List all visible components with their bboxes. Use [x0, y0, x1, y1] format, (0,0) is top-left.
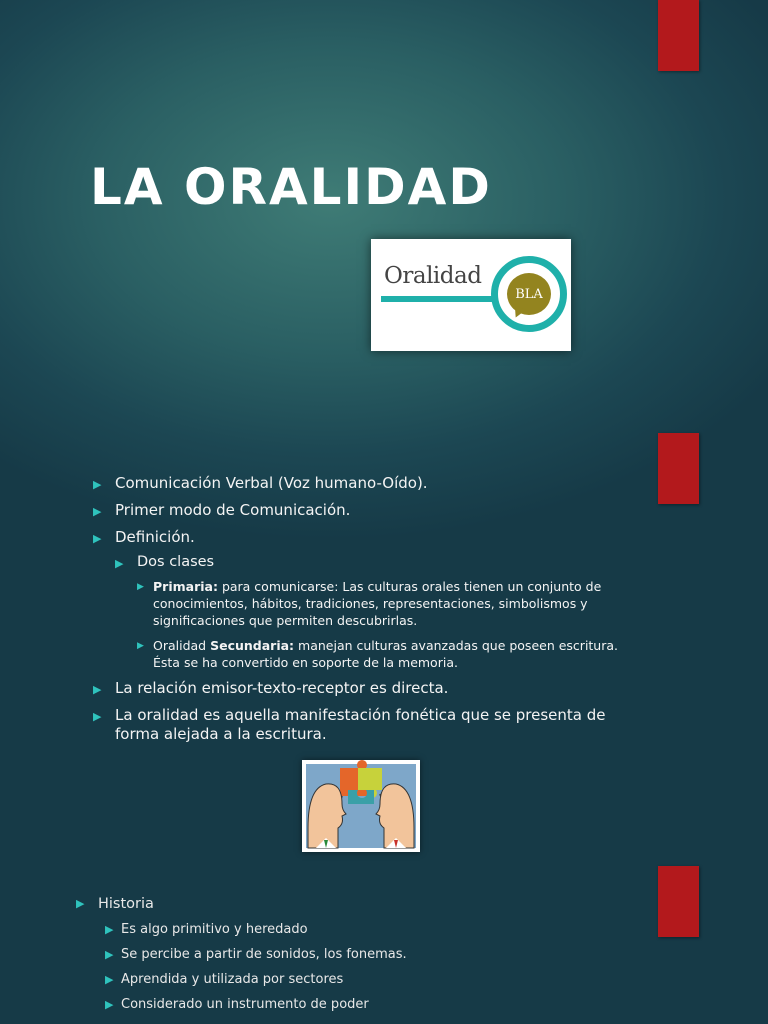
triangle-bullet-icon: ▶ — [93, 683, 102, 696]
sublist — [76, 921, 636, 1013]
list-item-text: La relación emisor-texto-receptor es directa. — [115, 679, 449, 697]
list-item-text: Primer modo de Comunicación. — [115, 501, 351, 519]
list-item — [93, 679, 638, 698]
accent-tab — [658, 433, 699, 504]
list-item-bold: Primaria: — [153, 579, 218, 594]
list-item — [105, 921, 636, 938]
page-title: LA ORALIDAD — [90, 158, 492, 216]
logo-word: Oralidad — [384, 263, 482, 289]
list-item-bold: Secundaria: — [210, 638, 295, 653]
list-item-text: Considerado un instrumento de poder — [121, 997, 369, 1012]
list-item — [105, 996, 636, 1013]
list-item — [105, 971, 636, 988]
definition-list — [93, 474, 638, 752]
list-item-text: La oralidad es aquella manifestación fonética que se presenta de forma alejada a la escritura. — [115, 706, 606, 743]
list-item-text: Dos clases — [137, 554, 215, 570]
list-item-text: para comunicarse: Las culturas orales tienen un conjunto de conocimientos, hábitos, tradiciones, representaciones, simbolismos y significaciones que permiten descubrirlas. — [153, 579, 602, 628]
slide-title — [0, 0, 768, 420]
list-item-primaria — [137, 578, 638, 629]
two-faces-puzzle-icon — [302, 760, 420, 852]
triangle-bullet-icon: ▶ — [105, 948, 114, 961]
triangle-bullet-icon: ▶ — [105, 973, 114, 986]
triangle-bullet-icon: ▶ — [137, 582, 144, 592]
triangle-bullet-icon: ▶ — [115, 557, 124, 570]
triangle-bullet-icon: ▶ — [93, 710, 102, 723]
list-item — [93, 706, 638, 744]
sublist — [115, 578, 638, 671]
triangle-bullet-icon: ▶ — [93, 478, 102, 491]
list-item-prefix: Oralidad — [153, 638, 211, 653]
logo-line — [381, 296, 501, 302]
conversation-illustration — [302, 760, 420, 852]
list-item — [115, 553, 638, 671]
triangle-bullet-icon: ▶ — [137, 641, 144, 651]
accent-tab — [658, 866, 699, 937]
triangle-bullet-icon: ▶ — [105, 998, 114, 1011]
list-item-text: Aprendida y utilizada por sectores — [121, 972, 344, 987]
triangle-bullet-icon: ▶ — [93, 505, 102, 518]
logo-magnifier-circle — [491, 256, 567, 332]
list-item-text: Comunicación Verbal (Voz humano-Oído). — [115, 474, 428, 492]
triangle-bullet-icon: ▶ — [105, 923, 114, 936]
list-item-text: Se percibe a partir de sonidos, los fonemas. — [121, 947, 407, 962]
list-item-text: Definición. — [115, 528, 195, 546]
triangle-bullet-icon: ▶ — [76, 897, 85, 910]
list-item — [93, 474, 638, 493]
historia-list — [76, 895, 636, 1021]
list-item — [93, 501, 638, 520]
list-item — [105, 946, 636, 963]
list-item-text: Es algo primitivo y heredado — [121, 922, 308, 937]
sublist — [115, 553, 638, 671]
triangle-bullet-icon: ▶ — [93, 532, 102, 545]
list-item-text: Historia — [98, 896, 154, 912]
accent-tab — [658, 0, 699, 71]
logo-bubble-text: BLA — [515, 286, 543, 302]
list-item-heading — [76, 895, 636, 1013]
oralidad-logo — [371, 239, 571, 351]
list-item-secundaria — [137, 637, 638, 671]
list-item — [93, 528, 638, 671]
list-item-text: manejan culturas avanzadas que poseen escritura. Ésta se ha convertido en soporte de la memoria. — [153, 638, 619, 670]
